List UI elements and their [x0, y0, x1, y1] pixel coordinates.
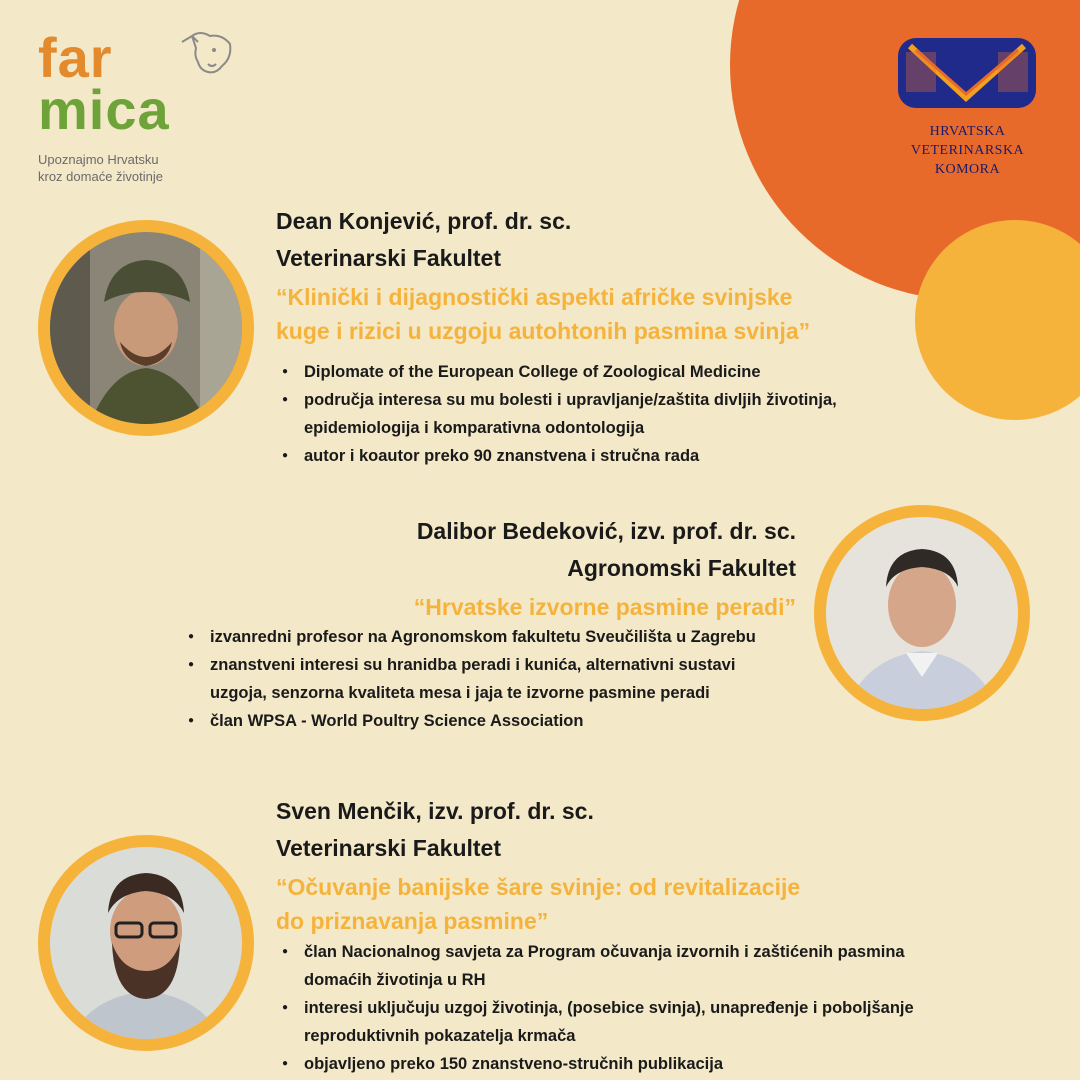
speaker-1-portrait: [50, 232, 242, 424]
speaker-1-talk-title-line1: “Klinički i dijagnostički aspekti afričke svinjske: [276, 284, 793, 310]
speaker-2-portrait: [826, 517, 1018, 709]
cow-outline-icon: [178, 28, 234, 84]
list-item: ● objavljeno preko 150 znanstveno-stručnih publikacija: [282, 1050, 914, 1078]
logo-far-text: far: [38, 26, 113, 89]
list-item: ● izvanredni profesor na Agronomskom fakultetu Sveučilišta u Zagrebu: [188, 623, 756, 651]
speaker-3-faculty: Veterinarski Fakultet: [276, 835, 501, 861]
list-item: ● autor i koautor preko 90 znanstvena i stručna rada: [282, 442, 837, 470]
speaker-3-portrait: [50, 847, 242, 1039]
speaker-1-bullets: [282, 358, 837, 470]
list-item-continuation: epidemiologija i komparativna odontologija: [304, 419, 645, 437]
speaker-3-name: Sven Menčik, izv. prof. dr. sc.: [276, 798, 594, 824]
list-item: ● član WPSA - World Poultry Science Association: [188, 707, 756, 735]
list-item: ● član Nacionalnog savjeta za Program očuvanja izvornih i zaštićenih pasmina: [282, 938, 914, 966]
list-item-continuation: domaćih životinja u RH: [304, 971, 486, 989]
speaker-1-talk-title-line2: kuge i rizici u uzgoju autohtonih pasmina svinja”: [276, 318, 811, 344]
logo-tagline-line2: kroz domaće životinje: [38, 169, 163, 184]
speaker-1-photo: [38, 220, 254, 436]
speaker-3-talk-title-line2: do priznavanja pasmine”: [276, 908, 549, 934]
speaker-1-faculty: Veterinarski Fakultet: [276, 245, 501, 271]
logo-tagline-line1: Upoznajmo Hrvatsku: [38, 152, 159, 167]
logo-mica-text: mica: [38, 78, 170, 141]
hvk-name-line2: VETERINARSKA: [910, 143, 1025, 158]
speaker-3-bullets: [282, 938, 914, 1078]
hvk-name-line3: KOMORA: [934, 162, 1001, 177]
list-item-continuation: uzgoja, senzorna kvaliteta mesa i jaja te izvorne pasmine peradi: [210, 684, 710, 702]
speaker-2-bullets: [188, 623, 756, 735]
hvk-emblem-icon: [896, 36, 1038, 110]
speaker-2-name: Dalibor Bedeković, izv. prof. dr. sc.: [416, 518, 796, 544]
speaker-2-talk-title: “Hrvatske izvorne pasmine peradi”: [413, 594, 796, 620]
speaker-2-faculty: Agronomski Fakultet: [567, 555, 796, 581]
list-item: ● znanstveni interesi su hranidba peradi i kunića, alternativni sustavi: [188, 651, 756, 679]
list-item: ● interesi uključuju uzgoj životinja, (posebice svinja), unapređenje i poboljšanje: [282, 994, 914, 1022]
list-item-continuation: reproduktivnih pokazatelja krmača: [304, 1027, 576, 1045]
speaker-1-name: Dean Konjević, prof. dr. sc.: [276, 208, 572, 234]
hvk-name-line1: HRVATSKA: [929, 124, 1006, 139]
speaker-3-photo: [38, 835, 254, 1051]
list-item: ● Diplomate of the European College of Zoological Medicine: [282, 358, 837, 386]
list-item: ● područja interesa su mu bolesti i upravljanje/zaštita divljih životinja,: [282, 386, 837, 414]
speaker-2-photo: [814, 505, 1030, 721]
hvk-logo: [890, 30, 1045, 185]
farmica-logo: [38, 28, 238, 188]
speaker-3-talk-title-line1: “Očuvanje banijske šare svinje: od revitalizacije: [276, 874, 801, 900]
